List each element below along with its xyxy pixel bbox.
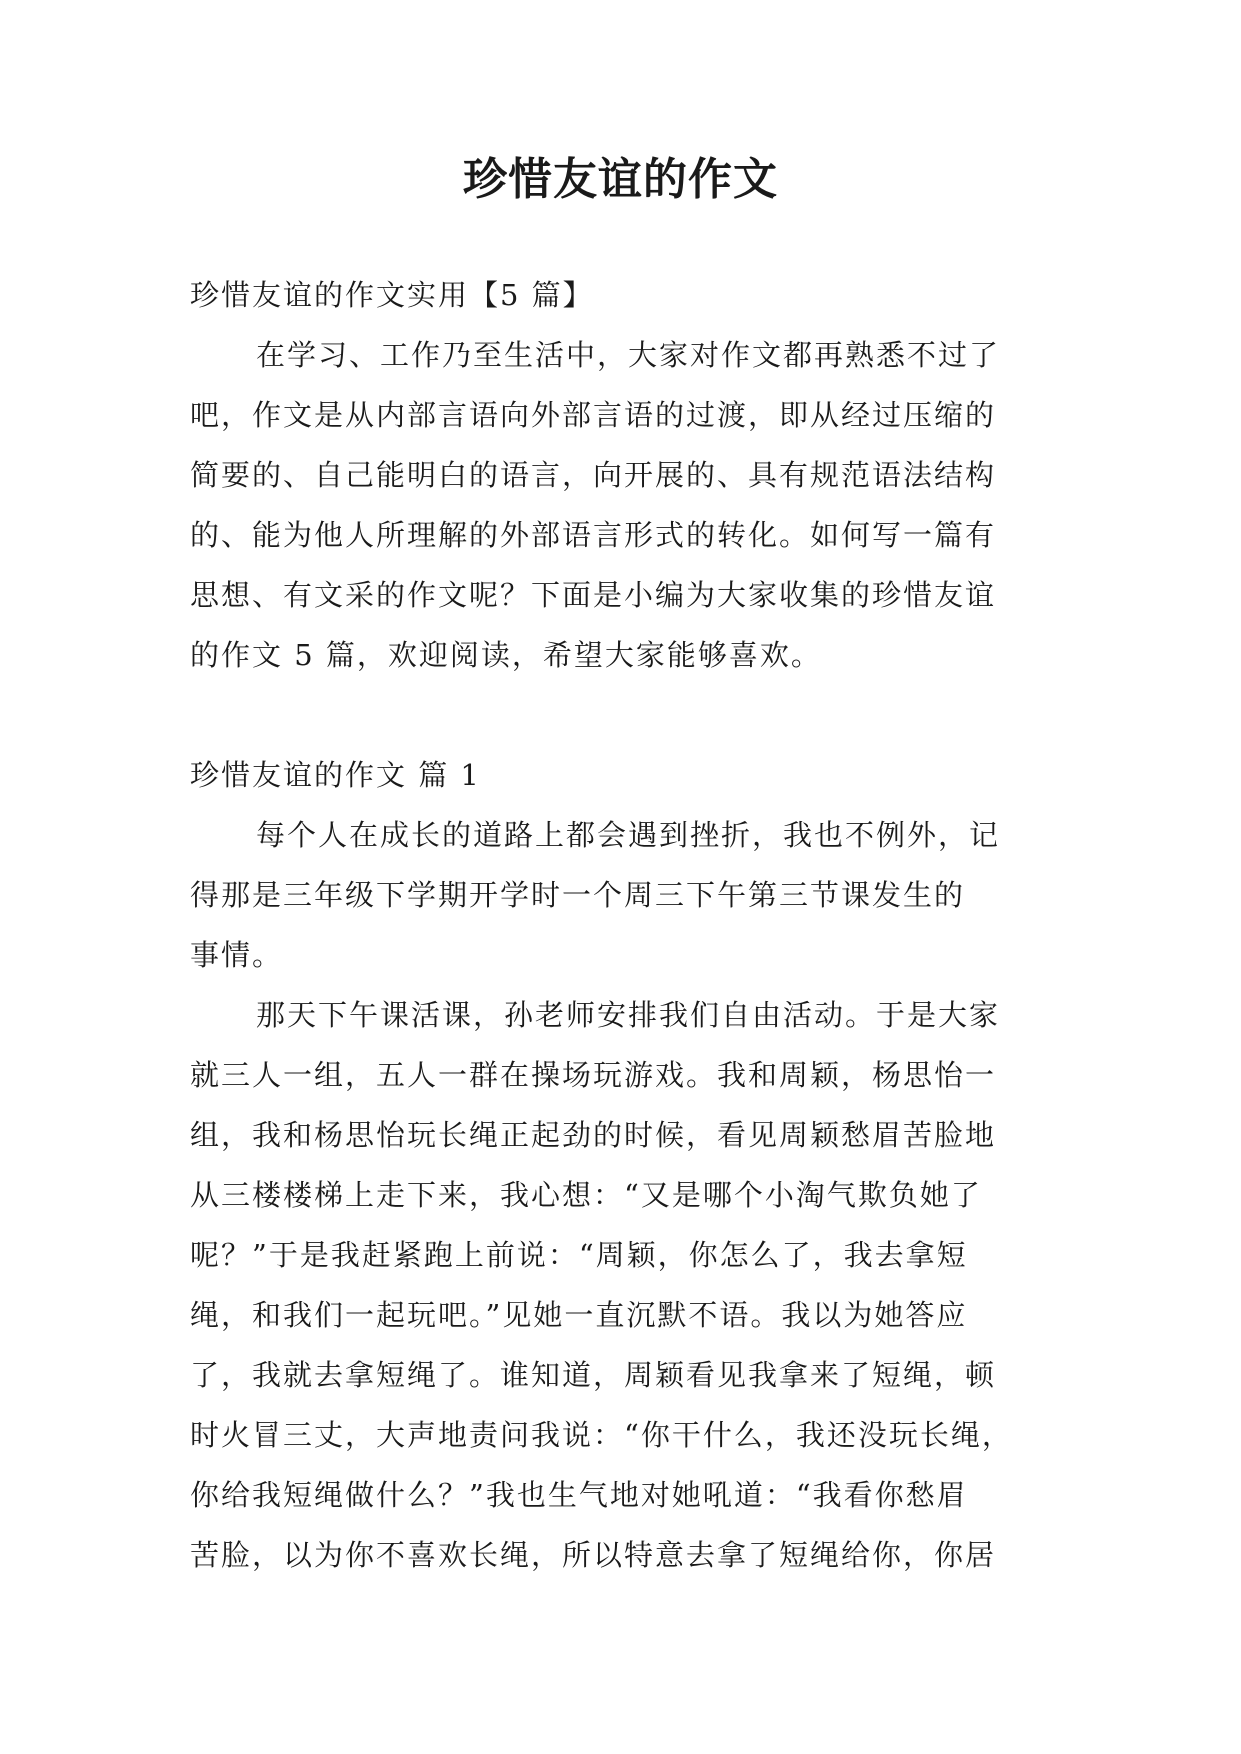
paragraph-line: 那天下午课活课，孙老师安排我们自由活动。于是大家 [256, 998, 1001, 1032]
paragraph-line: 绳，和我们一起玩吧。”见她一直沉默不语。我以为她答应 [190, 1298, 968, 1332]
document-body [190, 265, 1050, 1585]
paragraph-line: 苦脸，以为你不喜欢长绳，所以特意去拿了短绳给你，你居 [190, 1538, 997, 1572]
section-heading: 珍惜友谊的作文 篇 1 [190, 758, 481, 792]
intro-line: 的、能为他人所理解的外部语言形式的转化。如何写一篇有 [190, 518, 997, 552]
paragraph-line: 每个人在成长的道路上都会遇到挫折，我也不例外，记 [256, 818, 1001, 852]
paragraph-line: 从三楼楼梯上走下来，我心想：“又是哪个小淘气欺负她了 [190, 1178, 982, 1212]
intro-line: 的作文 5 篇，欢迎阅读，希望大家能够喜欢。 [190, 638, 822, 672]
paragraph-line: 时火冒三丈，大声地责问我说：“你干什么，我还没玩长绳， [190, 1418, 1013, 1452]
intro-paragraph [190, 325, 1050, 685]
section1-paragraph-2 [190, 985, 1050, 1585]
paragraph-line: 组，我和杨思怡玩长绳正起劲的时候，看见周颖愁眉苦脸地 [190, 1118, 997, 1152]
intro-line: 吧，作文是从内部言语向外部言语的过渡，即从经过压缩的 [190, 398, 997, 432]
intro-line: 思想、有文采的作文呢？下面是小编为大家收集的珍惜友谊 [190, 578, 997, 612]
paragraph-line: 事情。 [190, 938, 284, 972]
paragraph-line: 得那是三年级下学期开学时一个周三下午第三节课发生的 [190, 878, 966, 912]
document-subtitle: 珍惜友谊的作文实用【5 篇】 [190, 278, 594, 312]
paragraph-line: 呢？”于是我赶紧跑上前说：“周颖，你怎么了，我去拿短 [190, 1238, 968, 1272]
intro-line: 简要的、自己能明白的语言，向开展的、具有规范语法结构 [190, 458, 997, 492]
paragraph-line: 你给我短绳做什么？”我也生气地对她吼道：“我看你愁眉 [190, 1478, 968, 1512]
paragraph-line: 就三人一组，五人一群在操场玩游戏。我和周颖，杨思怡一 [190, 1058, 997, 1092]
section1-paragraph-1 [190, 805, 1050, 985]
intro-line: 在学习、工作乃至生活中，大家对作文都再熟悉不过了 [256, 338, 1001, 372]
paragraph-spacer [190, 685, 1050, 745]
paragraph-line: 了，我就去拿短绳了。谁知道，周颖看见我拿来了短绳，顿 [190, 1358, 997, 1392]
document-title: 珍惜友谊的作文 [463, 154, 778, 205]
